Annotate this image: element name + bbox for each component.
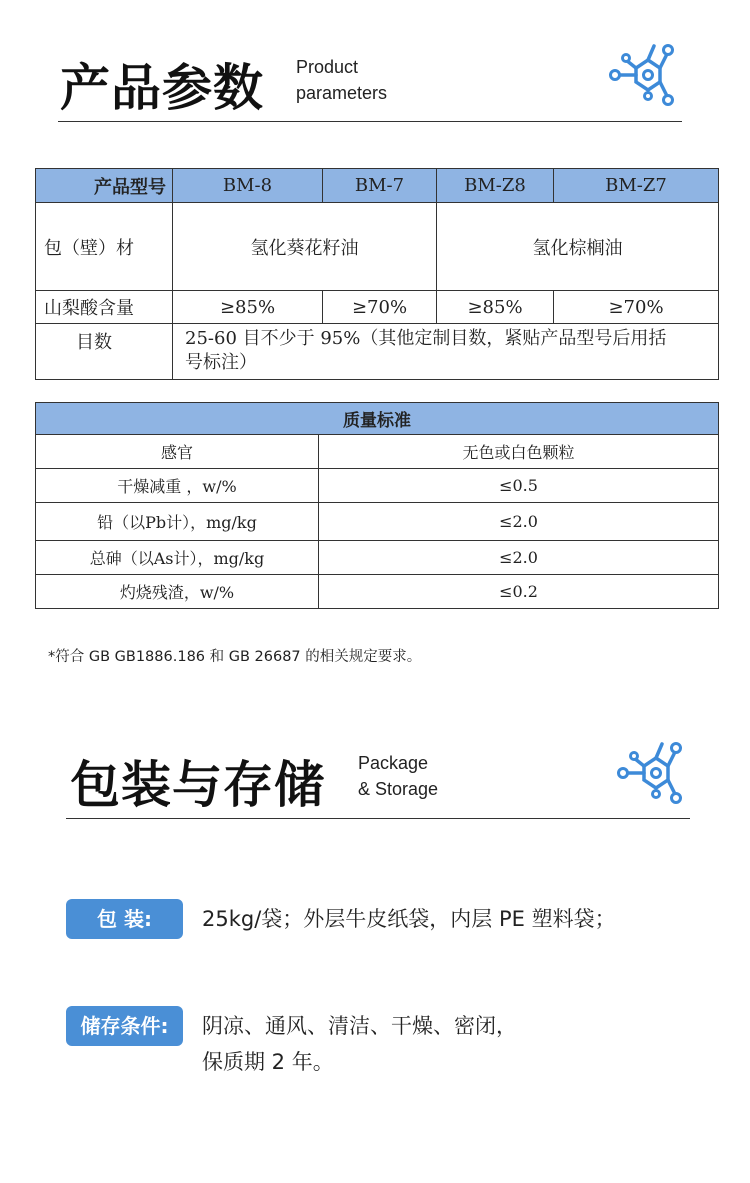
row-label: 包（壁）材 [36,203,173,291]
section-divider [58,121,682,122]
quality-value: 无色或白色颗粒 [319,435,719,469]
quality-item: 总砷（以As计），mg/kg [36,541,319,575]
table-row [36,469,719,503]
quality-value: ≤2.0 [319,503,719,541]
sorbic-cell: ≥70% [554,291,719,324]
packaging-value: 25kg/袋；外层牛皮纸袋，内层 PE 塑料袋； [202,907,616,931]
quality-item: 灼烧残渣，w/% [36,575,319,609]
product-parameters-table [35,168,719,380]
section-title: 产品参数 [60,59,264,117]
coating-cell: 氢化棕榈油 [437,203,719,291]
row-label: 目数 [36,324,173,380]
section-subtitle-line1: Package [358,753,429,773]
molecule-icon [614,738,686,808]
quality-value: ≤2.0 [319,541,719,575]
section-title: 包装与存储 [70,756,325,814]
mesh-line1: 25-60 目不少于 95%（其他定制目数，紧贴产品型号后用括 [185,328,667,349]
quality-item: 铅（以Pb计），mg/kg [36,503,319,541]
section-subtitle-line2: & Storage [358,779,439,799]
model-cell: BM-8 [173,169,323,203]
table-row [36,541,719,575]
table-title-row [36,403,719,435]
table-row [36,575,719,609]
packaging-label: 包 装: [66,899,183,939]
coating-cell: 氢化葵花籽油 [173,203,437,291]
storage-value-line2: 保质期 2 年。 [202,1050,334,1074]
table-header-row [36,169,719,203]
table-row [36,203,719,291]
section-subtitle-line1: Product [296,57,359,77]
table-row [36,291,719,324]
table-row [36,503,719,541]
sorbic-cell: ≥85% [173,291,323,324]
molecule-icon [606,40,678,110]
compliance-note: *符合 GB GB1886.186 和 GB 26687 的相关规定要求。 [48,649,422,665]
model-cell: BM-Z7 [554,169,719,203]
quality-title: 质量标准 [36,403,719,435]
row-label: 山梨酸含量 [36,291,173,324]
model-cell: BM-7 [323,169,437,203]
header-label: 产品型号 [36,169,173,203]
table-row [36,324,719,380]
sorbic-cell: ≥85% [437,291,554,324]
quality-standard-table [35,402,719,609]
model-cell: BM-Z8 [437,169,554,203]
section-divider [66,818,690,819]
table-row [36,435,719,469]
quality-value: ≤0.5 [319,469,719,503]
storage-value-line1: 阴凉、通风、清洁、干燥、密闭， [202,1014,517,1038]
mesh-line2: 号标注） [185,352,257,373]
quality-item: 感官 [36,435,319,469]
storage-label: 储存条件: [66,1006,183,1046]
sorbic-cell: ≥70% [323,291,437,324]
quality-item: 干燥减重 ，w/% [36,469,319,503]
quality-value: ≤0.2 [319,575,719,609]
section-subtitle-line2: parameters [296,83,388,103]
mesh-cell [173,324,719,380]
